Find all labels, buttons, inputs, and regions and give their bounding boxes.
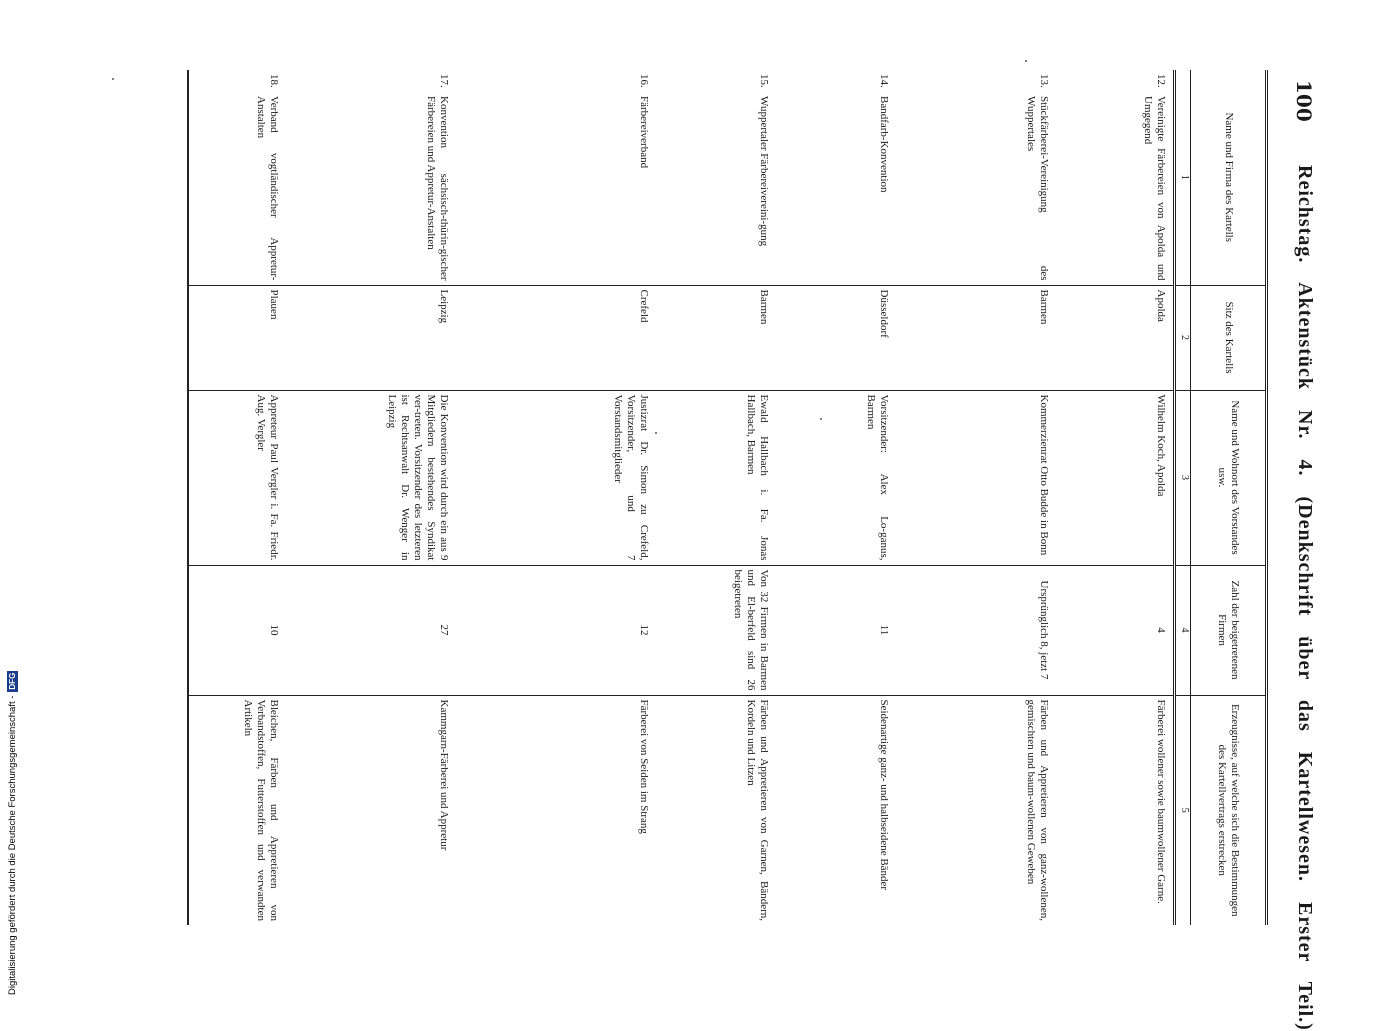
cartel-name: Konvention sächsisch-thürin-gischer Färbereien und Appretur-Anstalten <box>425 96 451 281</box>
document-body <box>70 70 1320 1031</box>
cartel-seat: Barmen <box>897 285 1057 390</box>
cartel-name: Vereinigte Färbereien von Apolda und Umgegend <box>1141 96 1167 281</box>
column-header: Zahl der beigetretenen Firmen <box>1191 565 1267 695</box>
cartel-name: Verband vogtländischer Appretur-Anstalten <box>255 96 281 281</box>
cartel-seat: Plauen <box>189 285 287 390</box>
products: Färberei von Seiden im Strang <box>638 699 651 834</box>
dfg-logo: DFG <box>7 672 17 690</box>
column-header: Name und Firma des Kartells <box>1191 70 1267 285</box>
column-header: Erzeugnisse, auf welche sich die Bestimmungen des Kartellvertrags erstrecken <box>1191 695 1267 925</box>
credit-text: Digitalisierung gefördert durch die Deutsche Forschungsgemeinschaft - <box>6 695 18 995</box>
row-number: 12. <box>1155 74 1167 88</box>
table-row <box>457 70 657 925</box>
column-header: Sitz des Kartells <box>1191 285 1267 390</box>
table-row <box>657 70 777 925</box>
table-row <box>287 70 457 925</box>
table-row <box>777 70 897 925</box>
row-number: 17. <box>438 74 451 88</box>
column-header: Name und Wohnort des Vorstandes usw. <box>1191 390 1267 565</box>
scan-speck <box>1025 60 1027 62</box>
board-info: Justizrat Dr. Simon zu Crefeld, Vorsitzender, und 7 Vorstandsmitglieder <box>457 390 657 565</box>
products: Seidenartige ganz- und halbseidene Bänder <box>878 699 891 891</box>
cartel-name: Bandfarb-Konvention <box>878 96 891 193</box>
board-info: Ewald Hallbach i. Fa. Jonas Hallbach, Barmen <box>657 390 777 565</box>
products: Färben und Appretieren von ganz-wollenen, gemischten und baum-wollenen Geweben <box>1025 699 1051 921</box>
scan-speck <box>112 78 114 80</box>
board-info: Appreteur Paul Vergler i. Fa. Friedr. Aug. Vergler <box>189 390 287 565</box>
dfg-credit <box>2 595 22 995</box>
column-number: 3 <box>1175 390 1191 565</box>
products: Färben und Appretieren von Garnen, Bändern, Kordeln und Litzen <box>745 699 771 921</box>
cartel-seat: Leipzig <box>287 285 457 390</box>
column-number: 4 <box>1175 565 1191 695</box>
cartel-name: Färbereiverband <box>638 96 651 169</box>
cartel-name: Wuppertaler Färbereivereini-gung <box>758 96 771 247</box>
page-number: 100 <box>1292 80 1316 122</box>
board-info: Die Konvention wird durch ein aus 9 Mitgliedern bestehendes Syndikat ver-treten. Vorsitzender des letzteren ist Rechtsanwalt Dr. Wenger in Leipzig <box>287 390 457 565</box>
table-row <box>189 70 287 925</box>
member-count: 11 <box>777 565 897 695</box>
scan-speck <box>820 418 822 420</box>
row-number: 16. <box>638 74 651 88</box>
board-info: Wilhelm Koch, Apolda <box>1057 390 1175 565</box>
member-count: 27 <box>287 565 457 695</box>
row-number: 13. <box>1038 74 1051 88</box>
member-count: Von 32 Firmen in Barmen und El-berfeld sind 26 beigetreten <box>657 565 777 695</box>
cartel-table <box>188 70 1269 925</box>
member-count: 4 <box>1057 565 1175 695</box>
column-number-row <box>1175 70 1191 925</box>
column-number: 2 <box>1175 285 1191 390</box>
table-row <box>1057 70 1175 925</box>
cartel-seat: Crefeld <box>457 285 657 390</box>
table-row <box>897 70 1057 925</box>
column-number: 5 <box>1175 695 1191 925</box>
page-title: Reichstag. Aktenstück Nr. 4. (Denkschrift über das Kartellwesen. Erster Teil.) <box>1294 165 1316 1031</box>
cartel-seat: Barmen <box>657 285 777 390</box>
member-count: Ursprünglich 8, jetzt 7 <box>897 565 1057 695</box>
member-count: 12 <box>457 565 657 695</box>
row-number: 18. <box>268 74 281 88</box>
row-number: 15. <box>758 74 771 88</box>
products: Färberei wollener sowie baumwollener Garne. <box>1155 699 1167 904</box>
row-number: 14. <box>878 74 891 88</box>
cartel-name: Stückfärberei-Vereinigung des Wuppertales <box>1025 96 1051 281</box>
board-info: Kommerzienrat Otto Budde in Bonn <box>897 390 1057 565</box>
table-header-row <box>1191 70 1267 925</box>
page-header <box>1268 70 1320 1031</box>
cartel-seat: Apolda <box>1057 285 1175 390</box>
scan-speck <box>655 432 657 434</box>
member-count: 10 <box>189 565 287 695</box>
products: Bleichen, Färben und Appretieren von Verbandstoffen, Futterstoffen und verwandten Artikeln <box>189 695 287 925</box>
board-info: Vorsitzender: Alex Lo-ganus, Barmen <box>777 390 897 565</box>
products: Kammgarn-Färberei und Appretur <box>438 699 451 851</box>
column-number: 1 <box>1175 70 1191 285</box>
cartel-seat: Düsseldorf <box>777 285 897 390</box>
